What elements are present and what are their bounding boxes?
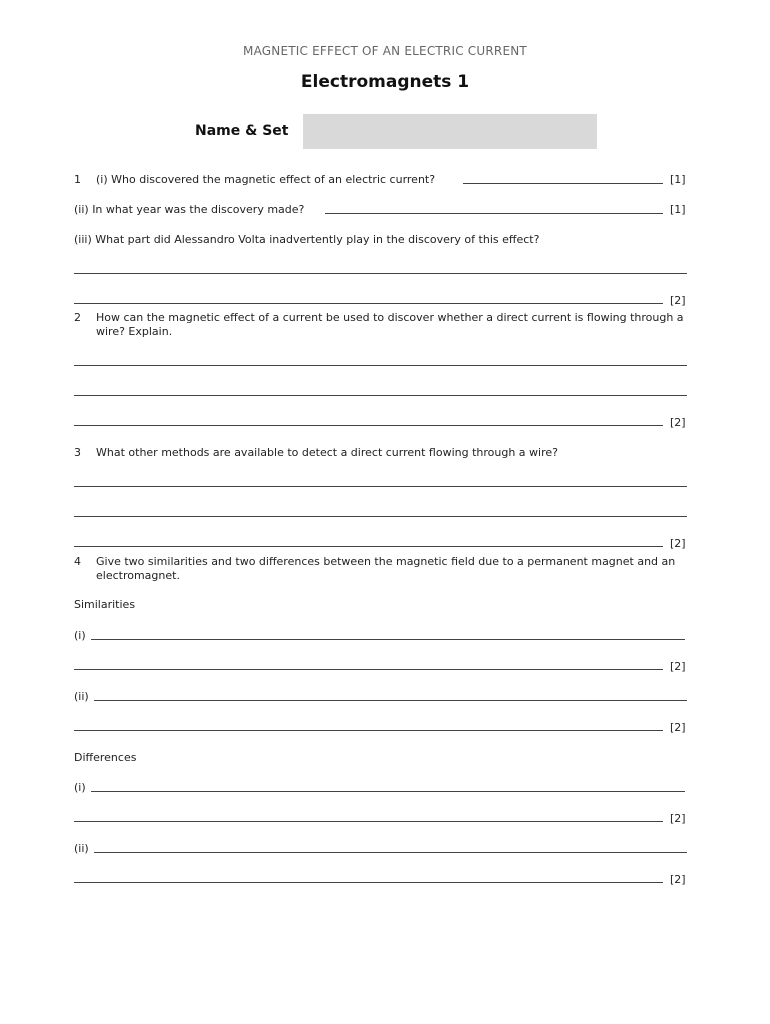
question-1-i-text: (i) Who discovered the magnetic effect of an electric current? xyxy=(96,173,436,186)
answer-line-diff-i-b[interactable] xyxy=(74,821,663,822)
answer-line-sim-ii-b[interactable] xyxy=(74,730,663,731)
question-2-number: 2 xyxy=(74,311,81,324)
name-set-label: Name & Set xyxy=(195,123,289,139)
mark-diff-ii: [2] xyxy=(670,873,686,886)
question-4-number: 4 xyxy=(74,555,81,568)
answer-line-1iii-b[interactable] xyxy=(74,303,663,304)
answer-line-sim-ii-a[interactable] xyxy=(94,700,687,701)
answer-line-1ii[interactable] xyxy=(325,213,663,214)
mark-2: [2] xyxy=(670,416,686,429)
name-set-field[interactable] xyxy=(303,114,597,149)
answer-line-diff-ii-a[interactable] xyxy=(94,852,687,853)
mark-3: [2] xyxy=(670,537,686,550)
answer-line-3c[interactable] xyxy=(74,546,663,547)
mark-1ii: [1] xyxy=(670,203,686,216)
similarity-i-label: (i) xyxy=(74,629,86,642)
answer-line-2c[interactable] xyxy=(74,425,663,426)
question-1-ii-text: (ii) In what year was the discovery made? xyxy=(74,203,305,216)
answer-line-1iii-a[interactable] xyxy=(74,273,687,274)
worksheet-title: Electromagnets 1 xyxy=(300,72,470,92)
answer-line-2a[interactable] xyxy=(74,365,687,366)
question-2-text: How can the magnetic effect of a current be used to discover whether a direct current is flowing through a wire? Explain. xyxy=(96,311,684,338)
answer-line-2b[interactable] xyxy=(74,395,687,396)
answer-line-3a[interactable] xyxy=(74,486,687,487)
answer-line-1i[interactable] xyxy=(463,183,663,184)
answer-line-sim-i-a[interactable] xyxy=(91,639,685,640)
mark-1i: [1] xyxy=(670,173,686,186)
mark-sim-i: [2] xyxy=(670,660,686,673)
question-3-text: What other methods are available to detect a direct current flowing through a wire? xyxy=(96,446,558,459)
answer-line-3b[interactable] xyxy=(74,516,687,517)
difference-i-label: (i) xyxy=(74,781,86,794)
similarities-heading: Similarities xyxy=(74,598,136,611)
question-3-number: 3 xyxy=(74,446,81,459)
answer-line-sim-i-b[interactable] xyxy=(74,669,663,670)
mark-diff-i: [2] xyxy=(670,812,686,825)
answer-line-diff-i-a[interactable] xyxy=(91,791,685,792)
question-1-number: 1 xyxy=(74,173,81,186)
difference-ii-label: (ii) xyxy=(74,842,89,855)
question-1-iii-text: (iii) What part did Alessandro Volta inadvertently play in the discovery of this effect? xyxy=(74,233,540,246)
similarity-ii-label: (ii) xyxy=(74,690,89,703)
mark-sim-ii: [2] xyxy=(670,721,686,734)
worksheet-header: MAGNETIC EFFECT OF AN ELECTRIC CURRENT xyxy=(243,44,527,58)
mark-1iii: [2] xyxy=(670,294,686,307)
answer-line-diff-ii-b[interactable] xyxy=(74,882,663,883)
question-4-text: Give two similarities and two differences between the magnetic field due to a permanent magnet and an electromagnet. xyxy=(96,555,676,582)
differences-heading: Differences xyxy=(74,751,137,764)
